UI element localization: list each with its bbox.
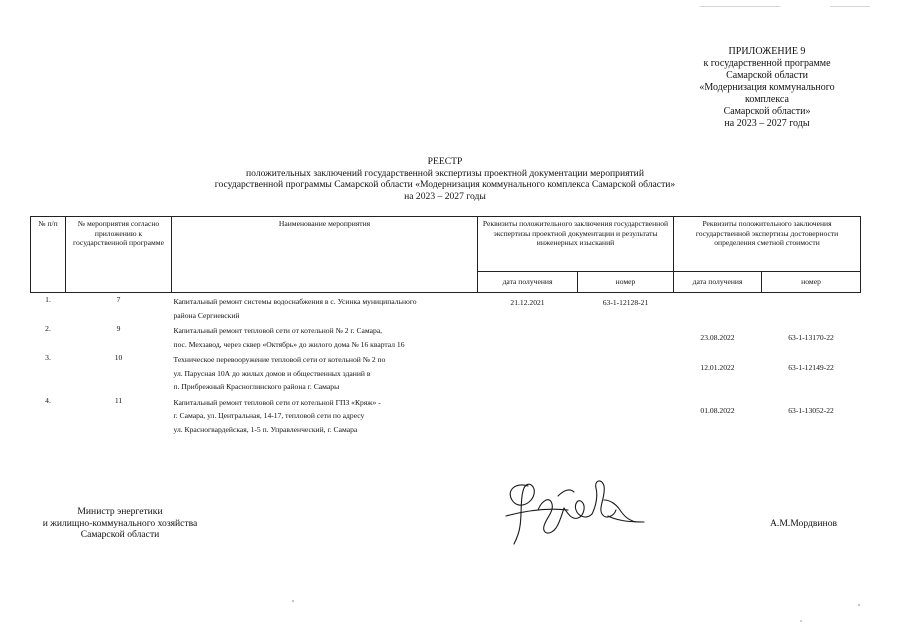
row-name-line: п. Прибрежный Красноглинского района г. Самары [173,382,340,391]
appendix-line: Самарской области» [723,106,811,117]
minister-line: Министр энергетики [77,506,163,517]
row-name-line: района Сергиевский [173,310,240,320]
signer-name: А.М.Мордвинов [770,518,838,529]
row-index: 9 [116,324,121,333]
scan-artifact [700,6,780,7]
registry-table [30,216,861,436]
row-name-line: Капитальный ремонт системы водоснабжения в с. Усинка муниципального [173,297,417,306]
row-number2: 63-1-12149-22 [788,363,834,372]
table-row [31,293,861,323]
document-title [150,156,740,202]
title-line: государственной программы Самарской области «Модернизация коммунального комплекса Самарской области» [214,179,676,190]
row-name-line: Техническое перевооружение тепловой сети от котельной № 2 по [173,355,386,364]
row-number2: 63-1-13052-22 [788,405,834,415]
row-num: 1. [45,295,51,304]
minister-line: и жилищно-коммунального хозяйства [42,517,198,529]
row-date1 [478,394,578,437]
row-name-line: пос. Мехзавод, через сквер «Октябрь» до жилого дома № 16 квартал 16 [173,339,405,349]
row-name [172,322,478,351]
row-index: 7 [116,295,121,304]
row-date1 [478,351,578,394]
scan-artifact [800,620,802,622]
row-date2: 12.01.2022 [700,363,735,372]
header-num: № п/п [31,217,66,293]
header-group-estimate: Реквизиты положительного заключения государственной экспертизы достоверности определения сметной стоимости [674,217,861,272]
row-number1 [578,394,674,437]
row-name-line: ул. Парусная 10А до жилых домов и общественных зданий в [173,368,371,378]
header-group-expertise: Реквизиты положительного заключения государственной экспертизы проектной документации и результаты инженерных изысканий [478,217,674,272]
row-number2: 63-1-13170-22 [788,333,834,342]
header-name: Наименование мероприятия [172,217,478,293]
minister-line: Самарской области [80,529,160,540]
title-line: положительных заключений государственной экспертизы проектной документации мероприятий [246,167,644,179]
row-date1: 21.12.2021 [510,298,545,307]
header-index: № мероприятия согласно приложению к государственной программе [66,217,172,293]
scan-artifact [292,600,294,602]
row-index: 11 [114,395,123,405]
table-row [31,394,861,437]
table-row [31,351,861,394]
appendix-line: к государственной программе [703,58,831,69]
row-num: 3. [45,353,51,362]
title-line: на 2023 – 2027 годы [404,190,486,202]
appendix-line: «Модернизация коммунального [699,82,835,93]
appendix-block [677,46,857,130]
table-row [31,322,861,351]
row-index: 10 [114,353,123,362]
row-name-line: Капитальный ремонт тепловой сети от котельной ГПЗ «Кряж» - [173,397,381,407]
appendix-line: на 2023 – 2027 годы [724,118,810,129]
row-number1 [578,322,674,351]
header-date: дата получения [674,272,762,293]
row-date2: 23.08.2022 [700,333,735,342]
row-name [172,394,478,437]
row-num: 2. [45,324,51,333]
row-name [172,351,478,394]
appendix-line: Самарской области [726,70,808,81]
appendix-line: ПРИЛОЖЕНИЕ 9 [728,46,806,57]
header-number: номер [762,272,861,293]
scan-artifact [858,604,860,606]
row-number2 [762,293,861,323]
row-date2 [674,293,762,323]
header-number: номер [578,272,674,293]
row-name-line: Капитальный ремонт тепловой сети от котельной № 2 г. Самара, [173,326,383,335]
minister-title [20,506,220,541]
row-date1 [478,322,578,351]
row-num: 4. [45,395,51,405]
row-number1 [578,351,674,394]
row-name [172,293,478,323]
header-date: дата получения [478,272,578,293]
row-number1: 63-1-12128-21 [602,298,649,307]
appendix-line: комплекса [745,94,789,105]
row-date2: 01.08.2022 [700,405,735,415]
row-name-line: ул. Красногвардейская, 1-5 п. Управленческий, г. Самара [173,424,358,434]
title-heading: РЕЕСТР [427,156,463,167]
row-name-line: г. Самара, ул. Центральная, 14-17, тепловой сети по адресу [173,411,365,420]
scan-artifact [830,6,870,7]
handwritten-signature [498,470,648,550]
